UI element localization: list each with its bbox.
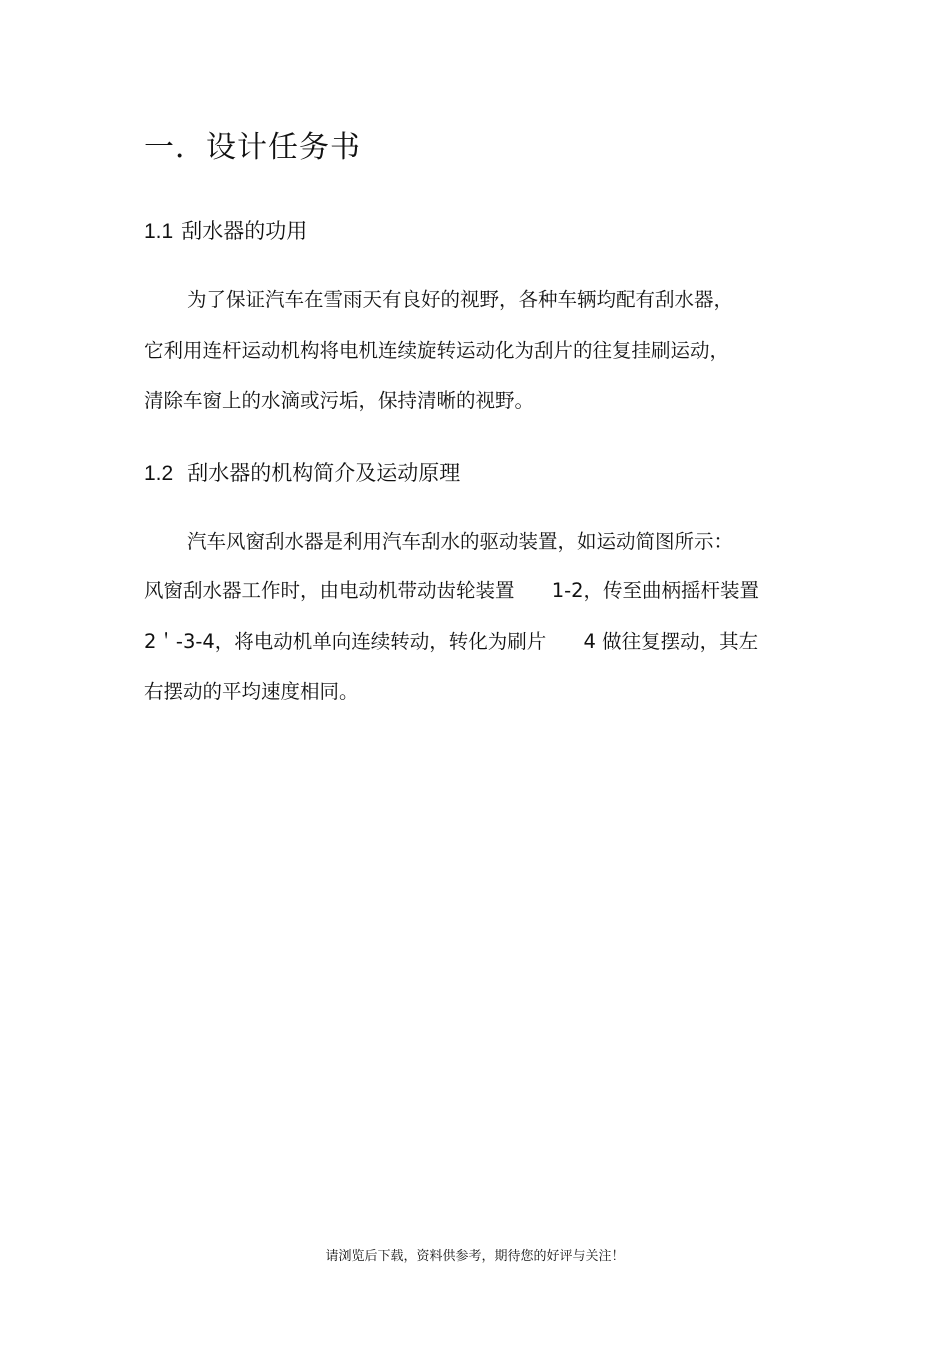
paragraph-line: 风窗刮水器工作时，由电动机带动齿轮装置 1-2，传至曲柄摇杆装置 [144, 579, 760, 602]
paragraph-line: 它利用连杆运动机构将电机连续旋转运动化为刮片的往复挂刷运动， [144, 339, 730, 362]
paragraph-line: 为了保证汽车在雪雨天有良好的视野，各种车辆均配有刮水器， [187, 288, 734, 311]
page-footer-note: 请浏览后下载，资料供参考，期待您的好评与关注！ [325, 1249, 625, 1264]
paragraph-line: 清除车窗上的水滴或污垢，保持清晰的视野。 [144, 389, 535, 412]
section-heading-1-1 [144, 216, 307, 247]
section-number: 1.2 [144, 462, 174, 485]
paragraph-line: 右摆动的平均速度相同。 [144, 680, 359, 703]
paragraph-line: 汽车风窗刮水器是利用汽车刮水的驱动装置，如运动简图所示： [187, 530, 734, 553]
section-heading-text: 刮水器的机构简介及运动原理 [187, 461, 461, 485]
section-heading-text: 刮水器的功用 [181, 219, 308, 243]
document-title: 一．设计任务书 [144, 130, 361, 165]
section-heading-1-2 [144, 458, 460, 489]
section-number: 1.1 [144, 220, 174, 243]
paragraph-line: 2＇-3-4，将电动机单向连续转动，转化为刷片 4 做往复摆动，其左 [144, 630, 759, 653]
